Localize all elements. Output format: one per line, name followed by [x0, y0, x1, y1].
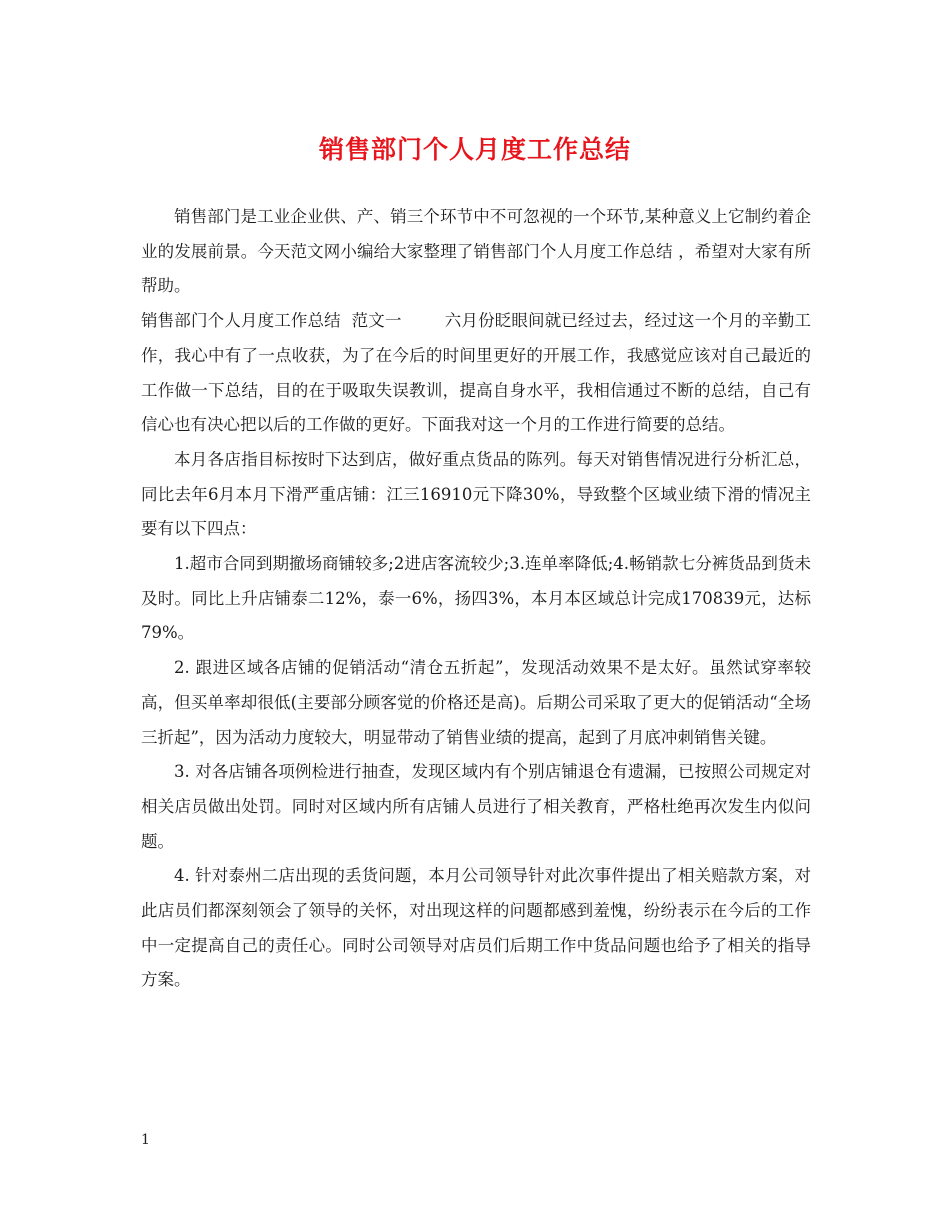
paragraph-point-3: 3. 对各店铺各项例检进行抽查，发现区域内有个别店铺退仓有遗漏，已按照公司规定对相关店员做出处罚。同时对区域内所有店铺人员进行了相关教育，严格杜绝再次发生内似问题。 [141, 762, 811, 851]
document-title: 销售部门个人月度工作总结 [318, 135, 631, 164]
paragraph-sample-one: 销售部门个人月度工作总结 范文一 六月份眨眼间就已经过去，经过这一个月的辛勤工作，我心中有了一点收获，为了在今后的时间里更好的开展工作，我感觉应该对自己最近的工作做一下总结，目的在于吸取失误教训，提高自身水平，我相信通过不断的总结，自己有信心也有决心把以后的工作做的更好。下面我对这一个月的工作进行简要的总结。 [141, 311, 811, 435]
paragraph-point-4: 4. 针对泰州二店出现的丢货问题，本月公司领导针对此次事件提出了相关赔款方案，对此店员们都深刻领会了领导的关怀，对出现这样的问题都感到羞愧，纷纷表示在今后的工作中一定提高自己的责任心。同时公司领导对店员们后期工作中货品问题也给予了相关的指导方案。 [141, 866, 811, 990]
page-number: 1 [141, 1132, 150, 1148]
paragraph-intro: 销售部门是工业企业供、产、销三个环节中不可忽视的一个环节,某种意义上它制约着企业的发展前景。今天范文网小编给大家整理了销售部门个人月度工作总结 ，希望对大家有所帮助。 [141, 207, 811, 296]
paragraph-point-1: 1.超市合同到期撤场商铺较多;2进店客流较少;3.连单率降低;4.畅销款七分裤货品到货未及时。同比上升店铺泰二12%，泰一6%，扬四3%，本月本区域总计完成170839元，达标79%。 [141, 554, 811, 643]
paragraph-point-2: 2. 跟进区域各店铺的促销活动“清仓五折起”，发现活动效果不是太好。虽然试穿率较高，但买单率却很低(主要部分顾客觉的价格还是高)。后期公司采取了更大的促销活动“全场三折起”，因为活动力度较大，明显带动了销售业绩的提高，起到了月底冲刺销售关键。 [141, 658, 811, 747]
paragraph-targets: 本月各店指目标按时下达到店，做好重点货品的陈列。每天对销售情况进行分析汇总，同比去年6月本月下滑严重店铺：江三16910元下降30%，导致整个区域业绩下滑的情况主要有以下四点： [141, 449, 811, 539]
document-body [141, 200, 811, 998]
